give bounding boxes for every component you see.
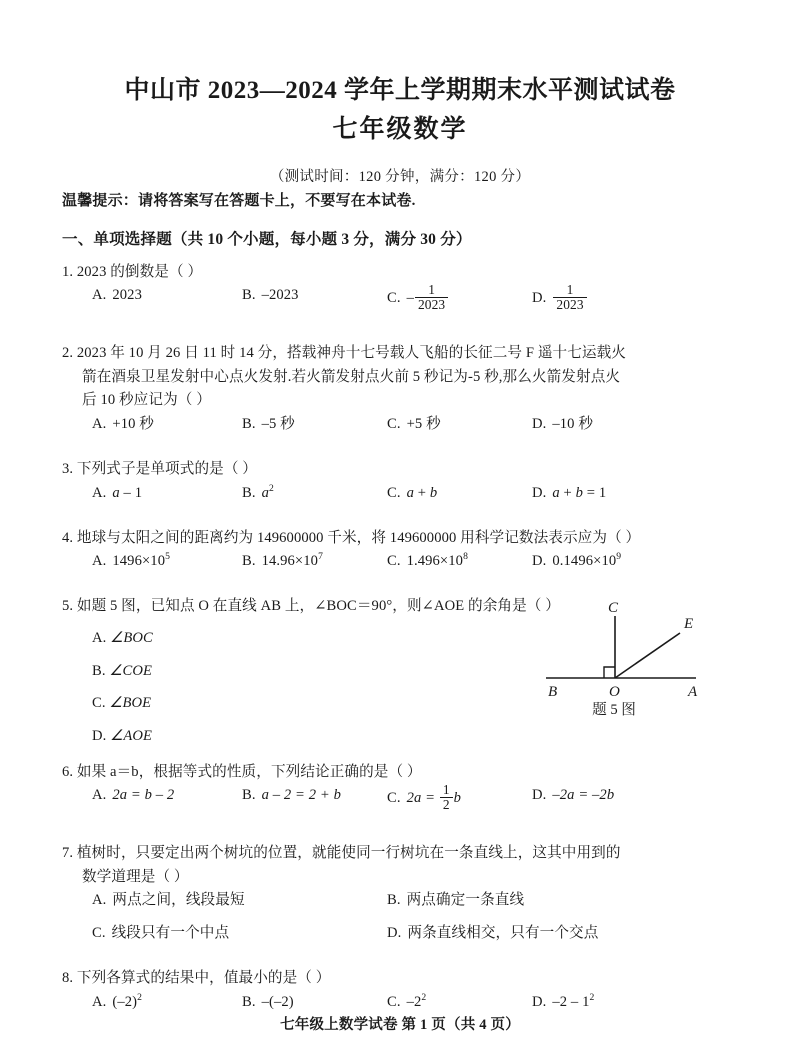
option-label: B. xyxy=(92,662,106,679)
math-variable: a xyxy=(406,484,414,501)
option-label: B. xyxy=(387,892,401,909)
stem-line: 2. 2023 年 10 月 26 日 11 时 14 分，搭载神舟十七号载人飞船的长征二号 F 遥十七运载火 xyxy=(62,345,626,362)
question-5-stem: 5. 如题 5 图，已知点 O 在直线 AB 上，∠BOC＝90°，则∠AOE 的余角是（ ） xyxy=(62,598,560,615)
math-variable: b xyxy=(453,790,462,807)
question-2-option-c[interactable] xyxy=(387,413,441,437)
question-3-options xyxy=(62,482,668,515)
operator: + xyxy=(559,484,576,501)
math-variable: b xyxy=(575,484,584,501)
fraction-numerator: 1 xyxy=(566,282,574,298)
option-text: –2023 xyxy=(261,287,299,304)
question-1-option-c[interactable] xyxy=(387,284,449,313)
option-label: A. xyxy=(92,553,107,570)
question-6-stem: 6. 如果 a＝b，根据等式的性质，下列结论正确的是（ ） xyxy=(62,763,422,780)
option-text: +5 秒 xyxy=(406,416,441,433)
label-b: B xyxy=(548,684,558,700)
question-8-stem: 8. 下列各算式的结果中，值最小的是（ ） xyxy=(62,970,331,987)
option-text: = 1 xyxy=(583,484,607,501)
question-4 xyxy=(62,515,668,584)
option-text: – 1 xyxy=(119,484,143,501)
exam-meta: （测试时间：120 分钟，满分：120 分） xyxy=(269,169,531,185)
question-7 xyxy=(62,830,668,955)
option-text: 1496×10 xyxy=(112,553,166,570)
math-variable: b xyxy=(429,484,438,501)
question-2 xyxy=(62,330,668,446)
exponent: 2 xyxy=(421,992,427,1004)
stem-line: 后 10 秒应记为（ ） xyxy=(82,392,211,409)
question-7-option-b[interactable] xyxy=(387,889,524,913)
stem-line: 数学道理是（ ） xyxy=(82,868,189,885)
option-text: 2a = b – 2 xyxy=(112,787,175,804)
question-8-option-b[interactable] xyxy=(242,991,294,1015)
option-label: D. xyxy=(532,994,547,1011)
option-text: ∠COE xyxy=(109,662,153,679)
exponent: 9 xyxy=(616,551,622,563)
page-title: 中山市 2023—2024 学年上学期期末水平测试试卷 xyxy=(124,77,676,104)
question-2-option-b[interactable] xyxy=(242,413,295,437)
option-label: D. xyxy=(532,416,547,433)
question-1-option-a[interactable] xyxy=(92,284,142,308)
exponent: 2 xyxy=(269,482,274,494)
label-e: E xyxy=(684,616,694,632)
question-3-stem: 3. 下列式子是单项式的是（ ） xyxy=(62,461,257,478)
option-label: C. xyxy=(92,925,106,942)
option-label: C. xyxy=(387,484,401,501)
fraction-numerator: 1 xyxy=(428,282,436,298)
figure-caption: 题 5 图 xyxy=(592,702,636,718)
exponent: 2 xyxy=(137,992,143,1004)
question-2-option-a[interactable] xyxy=(92,413,154,437)
option-label: B. xyxy=(242,287,256,304)
ray-oe xyxy=(615,633,680,678)
angle-diagram-svg xyxy=(528,596,738,706)
fraction-denominator: 2023 xyxy=(415,297,448,312)
option-label: A. xyxy=(92,787,107,804)
option-label: D. xyxy=(532,787,547,804)
option-text: –(–2) xyxy=(261,994,294,1011)
option-text: 两条直线相交，只有一个交点 xyxy=(407,925,599,942)
option-text: 14.96×10 xyxy=(261,553,319,570)
question-4-option-c[interactable] xyxy=(387,550,468,574)
question-2-options xyxy=(62,413,668,446)
stem-line: 箭在酒泉卫星发射中心点火发射.若火箭发射点火前 5 秒记为-5 秒,那么火箭发射点火 xyxy=(82,368,621,385)
option-text: ∠AOE xyxy=(110,727,152,744)
stem-line: 7. 植树时，只要定出两个树坑的位置，就能使同一行树坑在一条直线上，这其中用到的 xyxy=(62,845,621,862)
question-4-option-b[interactable] xyxy=(242,550,323,574)
question-6-option-a[interactable] xyxy=(92,784,174,808)
option-label: D. xyxy=(532,290,547,307)
math-variable: a xyxy=(261,484,269,501)
option-label: A. xyxy=(92,892,107,909)
fraction-numerator: 1 xyxy=(442,782,450,798)
question-3 xyxy=(62,446,668,515)
question-4-option-a[interactable] xyxy=(92,550,170,574)
option-label: B. xyxy=(242,994,256,1011)
section-heading: 一、单项选择题（共 10 个小题，每小题 3 分，满分 30 分） xyxy=(62,230,472,248)
question-8-option-a[interactable] xyxy=(92,991,142,1015)
minus-sign: – xyxy=(406,290,414,307)
question-6-option-c[interactable] xyxy=(387,784,461,813)
option-text: –2 – 1 xyxy=(552,994,590,1011)
option-label: A. xyxy=(92,629,107,646)
fraction xyxy=(415,283,448,312)
question-6-option-d[interactable] xyxy=(532,784,614,808)
page-footer: 七年级上数学试卷 第 1 页（共 4 页） xyxy=(280,1017,520,1033)
fraction-denominator: 2 xyxy=(440,797,453,812)
option-text: 两点之间，线段最短 xyxy=(112,892,245,909)
option-text: 线段只有一个中点 xyxy=(111,925,230,942)
option-text: 2a = xyxy=(406,790,439,807)
label-o: O xyxy=(609,684,620,700)
question-4-option-d[interactable] xyxy=(532,550,621,574)
question-7-option-c[interactable] xyxy=(92,922,229,946)
question-2-option-d[interactable] xyxy=(532,413,593,437)
question-1-option-b[interactable] xyxy=(242,284,299,308)
option-label: A. xyxy=(92,287,107,304)
option-label: A. xyxy=(92,416,107,433)
question-7-option-a[interactable] xyxy=(92,889,245,913)
option-label: B. xyxy=(242,787,256,804)
question-1-option-d[interactable] xyxy=(532,284,588,313)
question-6-options xyxy=(62,784,668,830)
question-3-option-d[interactable] xyxy=(532,482,606,506)
operator: + xyxy=(414,484,430,501)
option-label: B. xyxy=(242,484,256,501)
right-angle-marker xyxy=(604,667,615,678)
exponent: 7 xyxy=(318,551,323,563)
option-text: ∠BOE xyxy=(109,695,152,712)
option-label: C. xyxy=(387,553,401,570)
math-variable: a xyxy=(552,484,560,501)
option-label: B. xyxy=(242,553,256,570)
option-text: 两点确定一条直线 xyxy=(406,892,525,909)
fraction-denominator: 2023 xyxy=(553,297,586,312)
option-text: a – 2 = 2 + b xyxy=(261,787,341,804)
question-6 xyxy=(62,749,668,831)
question-3-option-c[interactable] xyxy=(387,482,437,506)
fraction xyxy=(553,283,586,312)
option-label: D. xyxy=(92,727,107,744)
option-text: 1.496×10 xyxy=(406,553,464,570)
exponent: 5 xyxy=(165,551,171,563)
question-7-options-row-1 xyxy=(62,889,668,922)
option-label: C. xyxy=(387,790,401,807)
subject-title: 七年级数学 xyxy=(332,116,468,143)
option-text: ∠BOC xyxy=(110,629,153,646)
exponent: 8 xyxy=(463,551,468,563)
question-6-option-b[interactable] xyxy=(242,784,341,808)
question-3-option-a[interactable] xyxy=(92,482,142,506)
label-a: A xyxy=(688,684,698,700)
question-7-option-d[interactable] xyxy=(387,922,598,946)
question-1 xyxy=(62,249,668,331)
option-text: –10 秒 xyxy=(552,416,594,433)
option-label: C. xyxy=(387,290,401,307)
question-2-stem xyxy=(62,342,668,413)
option-label: C. xyxy=(387,416,401,433)
question-7-stem xyxy=(62,842,668,889)
math-variable: a xyxy=(112,484,120,501)
option-text: –5 秒 xyxy=(261,416,295,433)
option-label: C. xyxy=(387,994,401,1011)
option-text: 2023 xyxy=(112,287,142,304)
question-1-options xyxy=(62,284,668,330)
question-8-option-c[interactable] xyxy=(387,991,426,1015)
option-label: D. xyxy=(387,925,402,942)
option-text: –2 xyxy=(406,994,422,1011)
option-text: 0.1496×10 xyxy=(552,553,617,570)
question-3-option-b[interactable] xyxy=(242,482,274,506)
question-7-options-row-2 xyxy=(62,922,668,955)
option-label: A. xyxy=(92,994,107,1011)
question-5-figure xyxy=(528,596,738,724)
option-text: (–2) xyxy=(112,994,138,1011)
notice-text: 温馨提示：请将答案写在答题卡上，不要写在本试卷. xyxy=(62,193,416,209)
question-1-stem: 1. 2023 的倒数是（ ） xyxy=(62,263,203,280)
option-label: C. xyxy=(92,695,106,712)
exponent: 2 xyxy=(589,992,595,1004)
option-label: D. xyxy=(532,553,547,570)
option-text: –2a = –2b xyxy=(552,787,615,804)
question-4-options xyxy=(62,550,668,583)
fraction xyxy=(440,783,453,812)
question-4-stem: 4. 地球与太阳之间的距离约为 149600000 千米，将 149600000 用科学记数法表示应为（ ） xyxy=(62,529,641,546)
option-label: B. xyxy=(242,416,256,433)
option-label: D. xyxy=(532,484,547,501)
option-text: +10 秒 xyxy=(112,416,154,433)
question-8-option-d[interactable] xyxy=(532,991,594,1015)
label-c: C xyxy=(608,600,619,616)
option-label: A. xyxy=(92,484,107,501)
